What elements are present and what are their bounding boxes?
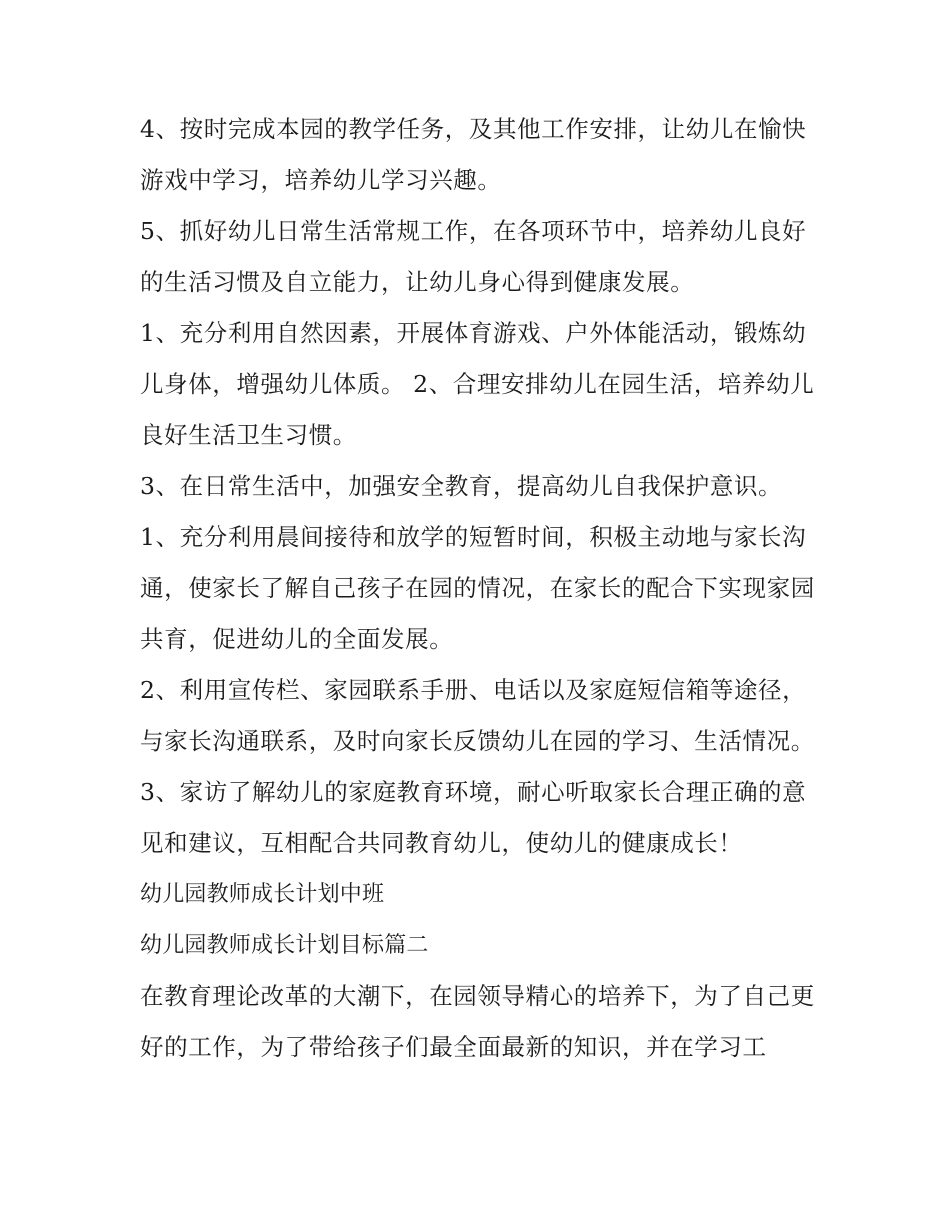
paragraph-task-completion: 4、按时完成本园的教学任务，及其他工作安排，让幼儿在愉快游戏中学习，培养幼儿学习兴趣。 [140,115,807,194]
paragraph-physical-activity: 1、充分利用自然因素，开展体育游戏、户外体能活动，锻炼幼儿身体，增强幼儿体质。 2、合理安排幼儿在园生活，培养幼儿良好生活卫生习惯。 [140,319,815,449]
paragraph-safety-education: 3、在日常生活中，加强安全教育，提高幼儿自我保护意识。 [140,472,783,500]
paragraph-daily-routine: 5、抓好幼儿日常生活常规工作，在各项环节中，培养幼儿良好的生活习惯及自立能力，让幼儿身心得到健康发展。 [140,217,807,296]
document-body [140,104,815,1073]
paragraph-parent-communication: 1、充分利用晨间接待和放学的短暂时间，积极主动地与家长沟通，使家长了解自己孩子在园的情况，在家长的配合下实现家园共育，促进幼儿的全面发展。 [140,523,815,653]
paragraph-introduction: 在教育理论改革的大潮下，在园领导精心的培养下，为了自己更好的工作，为了带给孩子们最全面最新的知识，并在学习工 [140,982,815,1061]
section-heading-part-two: 幼儿园教师成长计划目标篇二 [140,933,429,958]
section-heading-middle-class: 幼儿园教师成长计划中班 [140,882,385,907]
paragraph-contact-channels: 2、利用宣传栏、家园联系手册、电话以及家庭短信箱等途径，与家长沟通联系，及时向家长反馈幼儿在园的学习、生活情况。 [140,676,815,755]
paragraph-home-visit: 3、家访了解幼儿的家庭教育环境，耐心听取家长合理正确的意见和建议，互相配合共同教育幼儿，使幼儿的健康成长！ [140,778,807,857]
